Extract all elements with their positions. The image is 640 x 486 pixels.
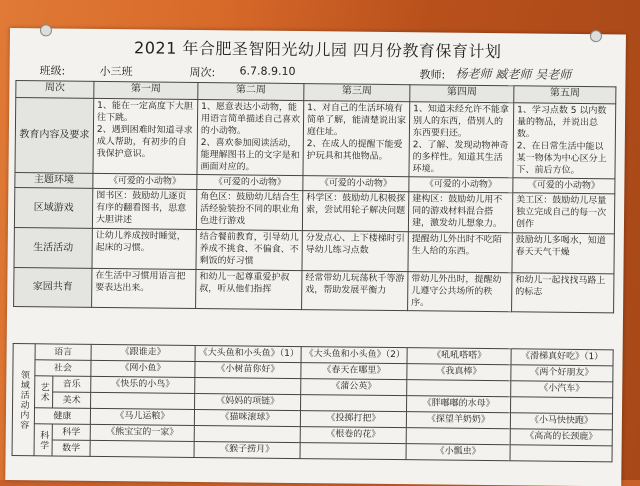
- table-cell: 《投掷打把》: [300, 411, 406, 428]
- table-cell: 《可爱的小动物》: [409, 177, 513, 193]
- table-cell: 经常带幼儿玩荡秋千等游戏，帮助发展平衡力: [302, 271, 408, 311]
- table-cell: 《根卷的花》: [300, 427, 406, 444]
- table-cell: 《高高的长颈鹿》: [510, 429, 612, 446]
- table-cell: 1、对自己的生活环境有简单了解，能清楚说出家庭住址。 2、在成人的提醒下能爱护玩具和其他物品。: [303, 101, 410, 177]
- table-cell: 《小汽车》: [511, 381, 613, 398]
- plan-sheet: [5, 28, 626, 486]
- table-cell: 《小马快快跑》: [510, 413, 612, 430]
- row-label: 区域游戏: [14, 188, 92, 229]
- table-cell: 带幼儿外出时，提醒幼儿遵守公共场所的秩序。: [408, 272, 512, 312]
- domain-name: 美术: [53, 392, 91, 408]
- row-label: 教育内容及要求: [15, 98, 94, 174]
- table-cell: 分发点心、上下楼梯时引导幼儿练习点数: [302, 231, 408, 272]
- table-cell: 《可爱的小动物》: [93, 173, 197, 189]
- domain-label: 领域活动内容: [12, 344, 35, 456]
- column-header: 第五周: [514, 86, 616, 104]
- class-label: 班级:: [39, 64, 66, 78]
- domain-name: 健康: [34, 408, 90, 425]
- table-cell: 图书区：鼓励幼儿逐页有序的翻看图书，思意大胆讲述: [92, 188, 196, 229]
- table-cell: [194, 425, 300, 442]
- column-header: 第二周: [198, 82, 304, 100]
- domain-name: 音乐: [53, 376, 91, 392]
- table-cell: 建构区：鼓励幼儿用不同的游戏材料混合搭建，激发幼儿想象力。: [408, 192, 512, 233]
- column-header: 第一周: [94, 81, 198, 99]
- table-cell: 《我真棒》: [407, 364, 511, 381]
- table-cell: 《大头鱼和小头鱼》（1）: [195, 345, 301, 362]
- domain-name: 语言: [35, 344, 91, 361]
- table-cell: [91, 392, 195, 409]
- table-cell: 《猫咪滚球》: [194, 409, 300, 426]
- table-cell: 《探望羊奶奶》: [406, 412, 510, 429]
- table-cell: 在生活中习惯用语言把要表达出来。: [92, 268, 196, 308]
- table-cell: 和幼儿一起找找马路上的标志: [512, 273, 614, 313]
- table-row: [14, 188, 614, 234]
- table-cell: 1、愿意表达小动物，能用语言简单描述自己喜欢的小动物。 2、喜欢参加阅读活动，能理解图书上的文字是和画面对应的。: [197, 99, 304, 175]
- teacher-label: 教师:: [419, 68, 446, 82]
- table-cell: 鼓励幼儿多喝水，知道春天天气干燥: [512, 233, 614, 274]
- table-cell: 《妈妈的项链》: [195, 393, 301, 410]
- table-cell: [301, 395, 407, 412]
- domain-name: 数学: [52, 440, 90, 456]
- table-cell: 《马儿运粮》: [90, 408, 194, 425]
- table-cell: 《熊宝宝的一家》: [90, 424, 194, 441]
- table-cell: 《网小鱼》: [91, 360, 195, 377]
- table-cell: 《胖嘟嘟的水母》: [407, 396, 511, 413]
- plan-table: [13, 80, 616, 313]
- week-label: 周次:: [189, 65, 216, 80]
- domain-name: 社会: [35, 360, 91, 377]
- week-value: 6.7.8.9.10: [239, 64, 296, 78]
- domain-group: 艺术: [35, 376, 53, 408]
- table-cell: 《可爱的小动物》: [197, 174, 303, 190]
- teacher-names: 杨老师 臧老师 吴老师: [455, 66, 572, 82]
- table-cell: 和幼儿一起尊重爱护叔叔，听从他们指挥: [196, 269, 302, 309]
- table-cell: 提醒幼儿外出时不吃陌生人给的东西。: [408, 232, 512, 273]
- column-header: 第四周: [410, 85, 514, 103]
- table-cell: 《小树苗你好》: [195, 361, 301, 378]
- column-header: 周次: [16, 81, 94, 99]
- page-title: 2021 年合肥圣智阳光幼儿园 四月份教育保育计划: [133, 38, 502, 62]
- table-cell: 1、能在一定高度下大胆往下跳。 2、遇到困难时知道寻求成人帮助，有初步的自我保护意识。: [93, 98, 198, 174]
- table-cell: 1、学习点数 5 以内数量的物品，并说出总数。 2、在日常生活中能以某一物体为中心区分上下、前后方位。: [513, 103, 616, 179]
- table-cell: 《可爱的小动物》: [303, 176, 409, 192]
- table-cell: 《可爱的小动物》: [513, 178, 615, 194]
- table-cell: 《春天在哪里》: [301, 363, 407, 380]
- column-header: 第三周: [304, 84, 410, 102]
- table-cell: [300, 443, 406, 460]
- table-row: [14, 228, 614, 274]
- table-cell: [510, 445, 612, 462]
- row-label: 家园共育: [14, 268, 92, 308]
- table-cell: 美工区：鼓励幼儿尽量独立完成自己的每一次创作: [512, 193, 614, 234]
- table-cell: 结合餐前教育，引导幼儿养成不挑食、不偏食、不剩饭的好习惯: [196, 229, 302, 270]
- table-cell: 《蒲公英》: [301, 379, 407, 396]
- table-cell: 《快乐的小鸟》: [91, 376, 195, 393]
- table-cell: [406, 428, 510, 445]
- table-cell: 科学区：鼓励幼儿积极探索，尝试用轮子解决问题: [302, 191, 408, 232]
- table-cell: [195, 377, 301, 394]
- table-row: [15, 98, 616, 179]
- row-label: 生活活动: [14, 228, 92, 269]
- table-cell: 《滑梯真好吃》（1）: [511, 349, 613, 366]
- table-cell: [90, 440, 194, 457]
- table-cell: [511, 397, 613, 414]
- row-label: 主题环境: [15, 173, 93, 189]
- table-cell: [407, 380, 511, 397]
- table-cell: 《猴子捞月》: [194, 441, 300, 458]
- table-cell: 《小瓢虫》: [406, 444, 510, 461]
- domain-group: 科学: [34, 424, 52, 456]
- class-value: 小三班: [99, 64, 133, 79]
- table-row: [14, 268, 614, 313]
- domain-name: 科学: [52, 424, 90, 440]
- table-cell: 《跟谁走》: [91, 344, 195, 361]
- domain-table: [12, 343, 614, 462]
- table-cell: 《两个好朋友》: [511, 365, 613, 382]
- table-cell: 《吼吼嗒嗒》: [407, 348, 511, 365]
- table-cell: 角色区：鼓励幼儿结合生活经验装扮不同的职业角色进行游戏: [196, 189, 302, 230]
- table-cell: 让幼儿养成按时睡觉，起床的习惯。: [92, 228, 196, 269]
- table-cell: 1、知道未经允许不能拿别人的东西，借别人的东西要归还。 2、了解、发现动物神奇的多样性。知道其生活环境。: [409, 102, 514, 178]
- table-cell: 《大头鱼和小头鱼》（2）: [301, 347, 407, 364]
